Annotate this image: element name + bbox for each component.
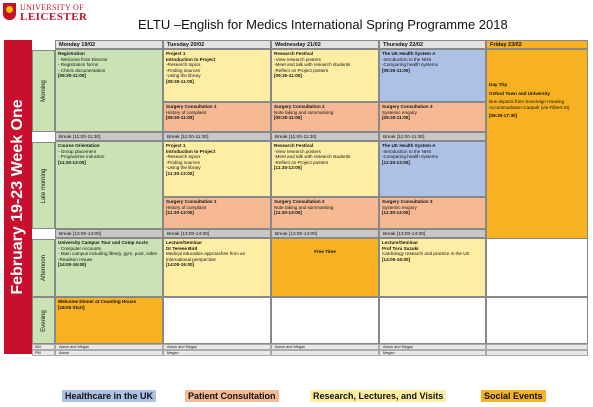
day-header-tue: Tuesday 20/02 [163,40,271,49]
event-uk-health-system-late [379,141,486,197]
logo-line1: UNIVERSITY OF [20,3,84,12]
legend-social-events: Social Events [481,390,546,402]
break-row: Break [13:00-14:00] [163,229,271,238]
slot-label: Afternoon [40,254,47,282]
event-line: - Check documentation [58,67,106,73]
event-project-1-am [163,49,271,102]
event-line: Medical education approaches from an international perspective [166,251,246,262]
empty-cell [163,297,271,344]
staff-am: Aaron and Megan [271,344,379,350]
event-line: -Comparing health systems [382,154,438,160]
page-title: ELTU –English for Medics International Spring Programme 2018 [138,17,508,32]
break-row: Break [13:00-14:00] [55,229,163,238]
break-row: Break [11:00-11:30] [55,132,163,141]
event-line: - Computer Accounts [58,245,101,251]
event-title: The UK Health System A [382,143,436,148]
event-course-orientation [55,141,163,229]
slot-morning [32,50,55,132]
break-row: Break [11:00-11:30] [271,132,379,141]
staff-pm-label: PM [32,350,55,356]
event-title: Research Festival [274,143,314,148]
event-free-time [271,238,379,297]
event-line: - Programme induction [58,154,105,160]
break-row: Break [13:00-14:00] [271,229,379,238]
event-title: Registration [58,51,85,56]
empty-cell [379,297,486,344]
event-title: Surgery Consultation 2 [274,104,325,109]
staff-pm [271,350,379,356]
event-line: Note taking and summarising [274,109,334,115]
event-title: University Campus Tour and Comp Accts [58,240,149,245]
event-lecture-bird [163,238,271,297]
event-time: [14:00-16:00] [58,262,87,268]
staff-am: Aaron and Megan [379,344,486,350]
day-header-fri: Friday 23/02 [486,40,588,49]
slot-label: Late morning [40,167,47,204]
event-time: [14:00-16:00] [382,256,411,262]
event-subtitle: Prof Toru Suzuki [382,245,419,251]
event-surgery-2-am [271,102,379,132]
event-surgery-1-late [163,197,271,229]
event-line: -Comparing health systems [382,62,438,68]
empty-cell [271,297,379,344]
event-time: [09:30-11:00] [166,78,194,84]
event-surgery-3-late [379,197,486,229]
event-time: [11:30-13:00] [382,210,410,216]
event-line: -Meet and talk with research students [274,62,351,68]
event-time: [18:00 Start] [58,304,85,310]
event-time: [09:30-11:00] [382,115,410,121]
university-logo [3,2,103,24]
event-subtitle: Introduction to Project [166,56,216,62]
legend-healthcare: Healthcare in the UK [62,390,156,402]
event-registration [55,49,163,132]
event-surgery-1-am [163,102,271,132]
event-line: History of complaint [166,204,207,210]
event-line: -View research posters [274,148,321,154]
event-title: Free Time [314,249,336,254]
event-time: [14:00-16:00] [166,262,195,268]
event-line: -Readson House [58,256,93,262]
event-title: Lecture/Seminar [382,240,418,245]
event-line: -Introduction to the NHS [382,56,432,62]
legend-patient-consultation: Patient Consultation [185,390,279,402]
event-research-festival-am [271,49,379,102]
day-header-thu: Thursday 22/02 [379,40,486,49]
event-line: Cardiology research and practice in the UK [382,251,470,257]
logo-line2: LEICESTER [20,11,88,23]
event-title: Course Orientation [58,143,100,148]
event-title: Project 1 [166,143,186,148]
event-time: [11:30-13:00] [166,210,194,216]
event-line: Bus departs from Sovereign Housing Accommodation Carpark (via Filbert St) [489,99,570,110]
event-title: Surgery Consultation 3 [382,104,433,109]
staff-pm: Megan [379,350,486,356]
slot-label: Evening [40,309,47,332]
event-line: History of complaint [166,109,207,115]
week-label: February 19-23 Week One [9,99,26,295]
event-welcome-dinner [55,297,163,344]
slot-afternoon [32,239,55,297]
event-line: -Research topics [166,154,201,160]
event-time: [11:30-13:00] [274,210,302,216]
event-line: -Using the library [166,73,201,79]
event-line: - Main campus including library, gym, pool, cafes [58,251,157,257]
staff-pm: Aaron [55,350,163,356]
event-title: Lecture/Seminar [166,240,202,245]
break-row: Break [11:00-11:30] [163,132,271,141]
staff-am-label: AM [32,344,55,350]
event-line: Systemic enquiry [382,204,417,210]
event-project-1-late [163,141,271,197]
event-time: [09:30-11:00] [382,67,410,73]
staff-am: Aaron and Megan [163,344,271,350]
empty-cell [486,297,588,344]
event-uk-health-system-am [379,49,486,102]
event-time: [08:30-17:30] [489,113,518,119]
event-title: Research Festival [274,51,314,56]
event-line: - Registration forms [58,62,99,68]
break-row: Break [11:00-11:30] [379,132,486,141]
day-header-mon: Monday 19/02 [55,40,163,49]
event-subtitle: Introduction to Project [166,148,216,154]
slot-evening [32,297,55,344]
legend-research-lectures: Research, Lectures, and Visits [310,390,446,402]
event-time: [09:30-11:00] [274,115,302,121]
event-line: - Welcome from Director [58,56,108,62]
event-surgery-3-am [379,102,486,132]
event-title: The UK Health System A [382,51,436,56]
break-row: Break [13:00-14:00] [379,229,486,238]
event-line: -Meet and talk with research students [274,154,351,160]
slot-late-morning [32,142,55,229]
event-line: - Group placement [58,148,97,154]
event-title: Surgery Consultation 2 [274,199,325,204]
shield-icon [3,3,16,20]
week-banner [4,40,32,354]
event-line: Note taking and summarising [274,204,334,210]
event-title: Project 1 [166,51,186,56]
day-header-wed: Wednesday 21/02 [271,40,379,49]
event-subtitle: Dr Terese Bird [166,245,198,251]
event-lecture-suzuki [379,238,486,297]
event-line: -Finding sources [166,67,200,73]
event-title: Surgery Consultation 1 [166,104,217,109]
event-line: -Reflect on Project posters [274,67,329,73]
event-campus-tour [55,238,163,297]
event-surgery-2-late [271,197,379,229]
event-title: Surgery Consultation 1 [166,199,217,204]
staff-pm: Megan [163,350,271,356]
event-line: -Introduction to the NHS [382,148,432,154]
event-line: -Research topics [166,62,201,68]
event-line: -Using the library [166,165,201,171]
event-title: Day Trip [489,82,508,87]
event-line: Systemic enquiry [382,109,417,115]
event-time: [11:30-13:00] [58,159,86,165]
empty-cell [486,238,588,297]
event-day-trip [486,49,588,239]
event-research-festival-late [271,141,379,197]
event-subtitle: Oxford Town and University [489,90,550,96]
event-line: -Reflect on Project posters [274,159,329,165]
slot-label: Morning [40,80,47,102]
event-title: Welcome Dinner at Counting House [58,299,137,304]
staff-am: Aaron and Megan [55,344,163,350]
event-time: [09:30-11:00] [166,115,194,121]
event-time: [11:30-13:00] [166,170,194,176]
event-time: [09:30-11:00] [58,73,86,79]
event-line: -Finding sources [166,159,200,165]
event-time: [11:30-13:00] [274,165,302,171]
event-line: -View research posters [274,56,321,62]
staff-pm [486,350,588,356]
event-title: Surgery Consultation 3 [382,199,433,204]
event-time: [11:30-13:00] [382,159,410,165]
event-time: [09:30-11:00] [274,73,302,79]
